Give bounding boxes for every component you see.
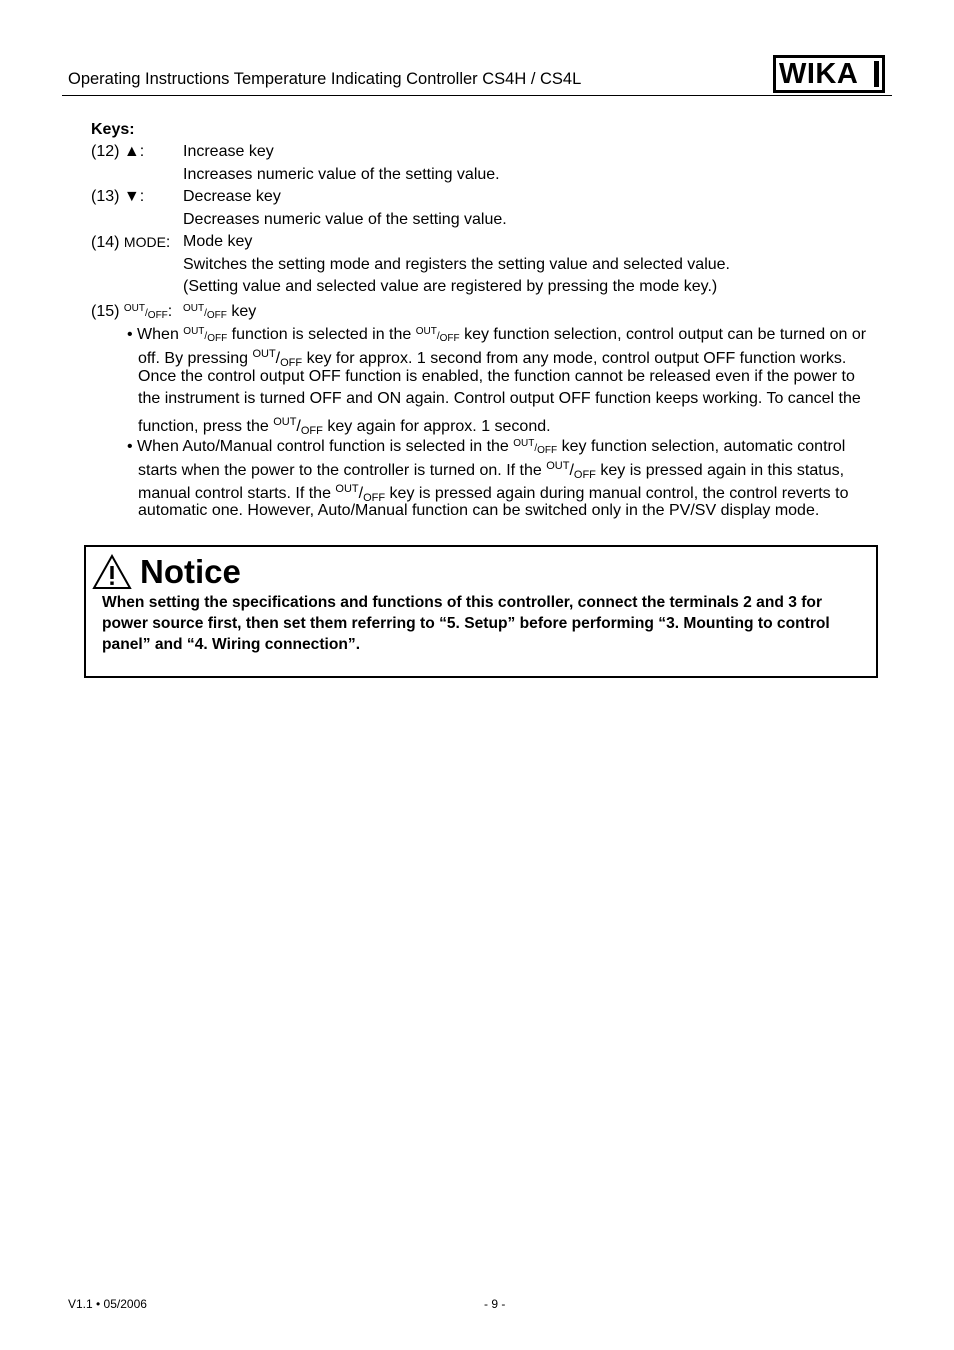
out-off-inline-icon: $^{OUT}/_{OFF}$ <box>273 416 323 437</box>
out-off-inline-icon: $^{OUT}$/OFF <box>513 438 558 456</box>
key-15-number: (15) <box>91 303 120 320</box>
out-off-inline-icon: $^{OUT}/_{OFF}$ <box>252 348 303 369</box>
footer-page-number: - 9 - <box>484 1297 506 1311</box>
wika-logo <box>773 55 885 93</box>
keys-heading: Keys: <box>91 121 135 138</box>
bullet-1-line-1: • When $^{OUT}$/OFF function is selected in the $^{OUT}$/OFF key function selection, control output can be turned on or <box>127 326 867 344</box>
bullet-2-line-4: automatic one. However, Auto/Manual function can be switched only in the PV/SV display mode. <box>138 502 820 519</box>
key-13-number: (13) <box>91 188 120 205</box>
key-12-colon: : <box>139 143 145 160</box>
bullet-2-line-2: starts when the power to the controller is turned on. If the $^{OUT}/_{OFF}$ key is pressed again in this status, <box>138 460 845 481</box>
document-header-title: Operating Instructions Temperature Indicating Controller CS4H / CS4L <box>68 70 582 88</box>
bullet-1-line-4: the instrument is turned OFF and ON again. Control output OFF function keeps working. To cancel the <box>138 390 861 407</box>
key-12-name: Increase key <box>183 143 274 160</box>
out-off-inline-icon: $^{OUT}$/OFF <box>415 326 460 344</box>
logo-bar <box>874 61 879 87</box>
footer-version: V1.1 • 05/2006 <box>68 1297 147 1311</box>
bullet-1-line-2: off. By pressing $^{OUT}/_{OFF}$ key for approx. 1 second from any mode, control output OFF function works. <box>138 348 847 369</box>
bullet-1-line-3: Once the control output OFF function is enabled, the function cannot be released even if the power to <box>138 368 855 385</box>
out-off-key-icon: $^{OUT}$/OFF <box>123 303 168 321</box>
key-14-name: Mode key <box>183 233 253 250</box>
warning-triangle-icon <box>92 554 132 590</box>
out-off-inline-icon: $^{OUT}/_{OFF}$ <box>335 483 386 504</box>
header-divider <box>62 95 892 96</box>
key-14-number: (14) <box>91 234 120 251</box>
out-off-key-name-icon: $^{OUT}$/OFF <box>183 303 227 321</box>
key-14-colon: : <box>165 234 171 251</box>
out-off-inline-icon: $^{OUT}/_{OFF}$ <box>546 460 596 481</box>
key-14-description-2: (Setting value and selected value are registered by pressing the mode key.) <box>183 278 718 295</box>
bullet-2-line-3: manual control starts. If the $^{OUT}/_{OFF}$ key is pressed again during manual control, the control reverts to <box>138 483 849 504</box>
notice-title: Notice <box>140 553 241 590</box>
key-13-label <box>91 187 144 207</box>
key-15-name-suffix: key <box>231 303 257 320</box>
out-off-inline-icon: $^{OUT}$/OFF <box>183 326 228 344</box>
key-15-colon: : <box>167 303 173 320</box>
key-13-colon: : <box>139 188 145 205</box>
mode-key-icon: MODE <box>123 234 166 250</box>
key-14-label <box>91 232 170 253</box>
key-13-name: Decrease key <box>183 188 281 205</box>
key-12-number: (12) <box>91 143 120 160</box>
key-12-label <box>91 142 144 162</box>
decrease-key-icon: ▼ <box>123 188 140 205</box>
bullet-1-line-5: function, press the $^{OUT}/_{OFF}$ key again for approx. 1 second. <box>138 416 551 437</box>
key-14-description-1: Switches the setting mode and registers the setting value and selected value. <box>183 256 730 273</box>
key-13-description: Decreases numeric value of the setting value. <box>183 211 507 228</box>
key-12-description: Increases numeric value of the setting value. <box>183 166 500 183</box>
notice-text: When setting the specifications and functions of this controller, connect the terminals 2 and 3 for power source first, then set them referring to “5. Setup” before performing “3. Mounting to control panel” and “4. Wiring connection”. <box>102 594 830 653</box>
logo-text: WIKA <box>779 57 859 90</box>
bullet-2-line-1: • When Auto/Manual control function is selected in the $^{OUT}$/OFF key function selection, automatic control <box>127 438 846 456</box>
increase-key-icon: ▲ <box>123 143 140 160</box>
